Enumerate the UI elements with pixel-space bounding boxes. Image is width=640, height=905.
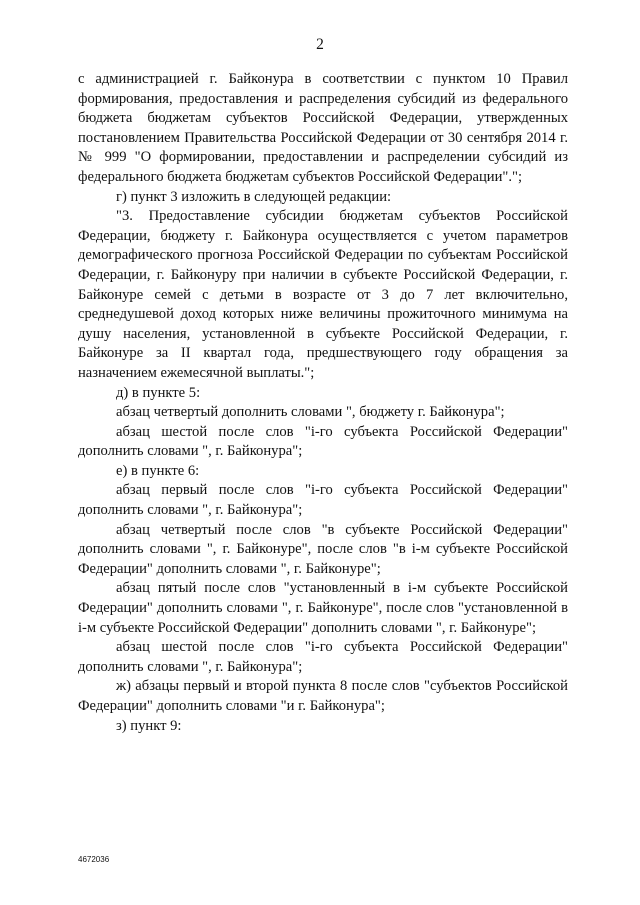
paragraph: абзац четвертый дополнить словами ", бюджету г. Байконура"; <box>116 404 505 421</box>
paragraph: е) в пункте 6: <box>116 462 200 479</box>
document-body <box>78 70 568 736</box>
paragraph: г) пункт 3 изложить в следующей редакции: <box>116 188 392 205</box>
paragraph: с администрацией г. Байконура в соответствии с пунктом 10 Правил формирования, предоставления и распределения субсидий из федерального бюджета бюджетам субъектов Российской Федерации, утвержденных постановлением Правительства Российской Федерации от 30 сентября 2014 г. № 999 "О формировании, предоставлении и распределении субсидий из федерального бюджета бюджетам субъектов Российской Федерации"."; <box>78 71 568 185</box>
document-id: 4672036 <box>78 855 110 864</box>
paragraph: абзац четвертый после слов "в субъекте Российской Федерации" дополнить словами ", г. Байконуре", после слов "в i-м субъекте Российской Федерации" дополнить словами ", г. Байконуре"; <box>78 521 568 577</box>
paragraph: абзац шестой после слов "i-го субъекта Российской Федерации" дополнить словами ", г. Байконура"; <box>78 639 568 675</box>
paragraph: абзац шестой после слов "i-го субъекта Российской Федерации" дополнить словами ", г. Байконура"; <box>78 423 568 460</box>
paragraph: ж) абзацы первый и второй пункта 8 после слов "субъектов Российской Федерации" дополнить словами "и г. Байконура"; <box>78 678 568 714</box>
paragraph: з) пункт 9: <box>116 717 182 734</box>
paragraph: абзац первый после слов "i-го субъекта Российской Федерации" дополнить словами ", г. Байконура"; <box>78 482 568 519</box>
paragraph: д) в пункте 5: <box>116 384 201 401</box>
page-number: 2 <box>316 36 324 53</box>
paragraph: "3. Предоставление субсидии бюджетам субъектов Российской Федерации, бюджету г. Байконура осуществляется с учетом параметров демографического прогноза Российской Федерации по субъектам Российской Федерации, г. Байконуру при наличии в субъекте Российской Федерации, г. Байконуре семей с детьми в возрасте от 3 до 7 лет включительно, среднедушевой доход которых ниже величины прожиточного минимума на душу населения, установленной в субъекте Российской Федерации, г. Байконуре за II квартал года, предшествующего году обращения за назначением ежемесячной выплаты."; <box>78 208 568 381</box>
paragraph: абзац пятый после слов "установленный в i-м субъекте Российской Федерации" дополнить словами ", г. Байконуре", после слов "установленной в i-м субъекте Российской Федерации" дополнить словами ", г. Байконуре"; <box>78 580 568 636</box>
